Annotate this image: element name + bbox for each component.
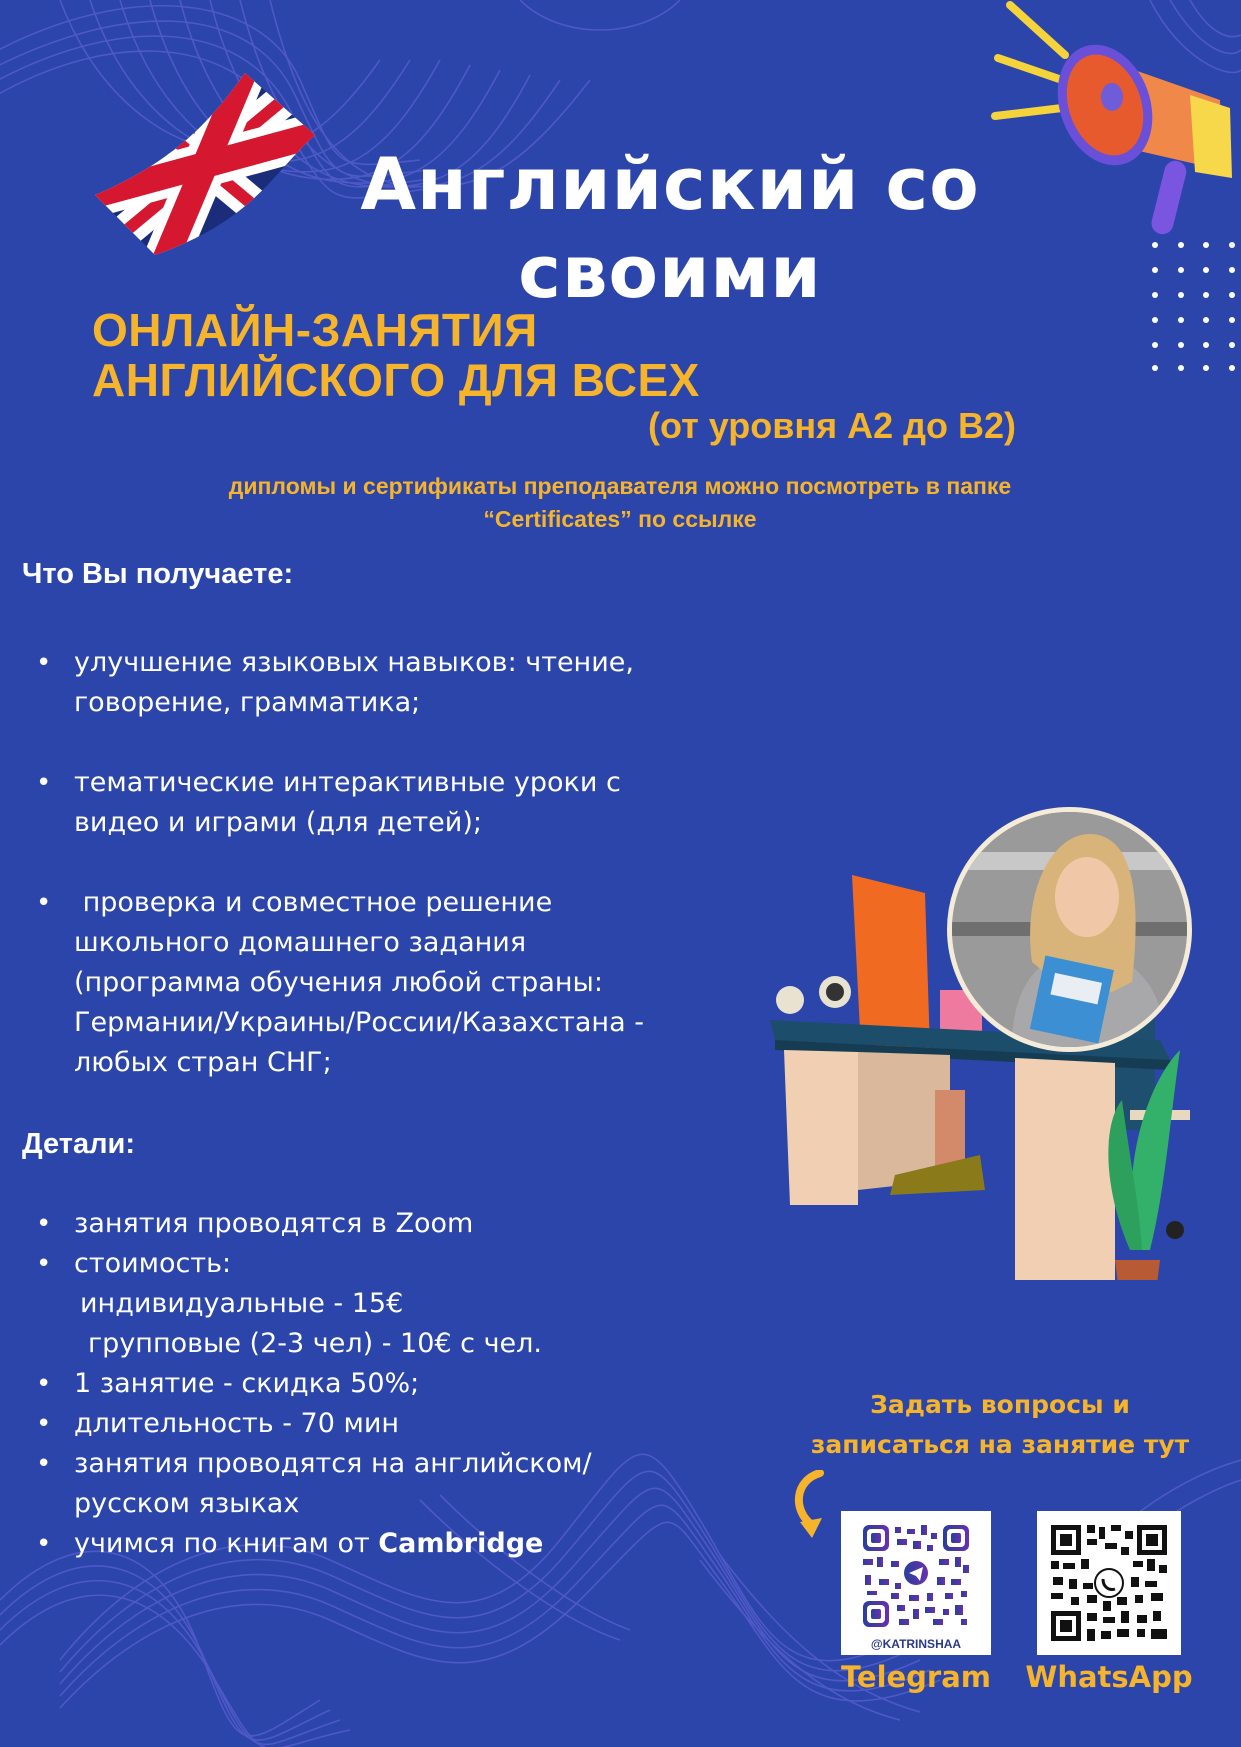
title-line-1: Английский со xyxy=(360,142,980,226)
whatsapp-qr-icon xyxy=(1047,1521,1171,1645)
curved-arrow-icon xyxy=(790,1470,830,1540)
subtitle xyxy=(92,305,700,405)
certificates-line-1: дипломы и сертификаты преподавателя можно посмотреть в папке xyxy=(228,473,1012,499)
telegram-qr-code[interactable] xyxy=(841,1511,991,1655)
level-range: (от уровня А2 до В2) xyxy=(648,405,1016,446)
bullet-icon: • xyxy=(36,1369,52,1399)
list-item: • занятия проводятся на английском/ русском языках xyxy=(30,1444,592,1524)
list-item: • занятия проводятся в Zoom xyxy=(30,1204,592,1244)
teacher-portrait-icon xyxy=(952,812,1187,1047)
bullet-icon: • xyxy=(36,1249,52,1279)
list-item: • учимся по книгам от Cambridge xyxy=(30,1524,592,1564)
list-item: • тематические интерактивные уроки с видео и играми (для детей); xyxy=(30,763,644,843)
list-item: • стоимость: индивидуальные - 15€ групповые (2-3 чел) - 10€ с чел. xyxy=(30,1244,592,1364)
subtitle-line-2: АНГЛИЙСКОГО ДЛЯ ВСЕХ xyxy=(92,354,700,406)
list-item: • длительность - 70 мин xyxy=(30,1404,592,1444)
cambridge-text: Cambridge xyxy=(378,1528,544,1559)
contact-cta xyxy=(770,1385,1230,1465)
list-item: • улучшение языковых навыков: чтение, говорение, грамматика; xyxy=(30,643,644,723)
megaphone-icon xyxy=(990,0,1241,245)
price-individual: индивидуальные - 15€ xyxy=(80,1288,404,1319)
telegram-qr-icon xyxy=(851,1521,981,1629)
bullet-icon: • xyxy=(36,888,52,918)
whatsapp-label[interactable]: WhatsApp xyxy=(1025,1660,1193,1694)
title-line-2: своими xyxy=(518,230,822,314)
subtitle-line-1: ОНЛАЙН-ЗАНЯТИЯ xyxy=(92,304,538,356)
telegram-handle: @KATRINSHAA xyxy=(870,1637,962,1651)
teacher-photo xyxy=(947,807,1192,1052)
list-item: • 1 занятие - скидка 50%; xyxy=(30,1364,592,1404)
bullet-icon: • xyxy=(36,1209,52,1239)
telegram-label[interactable]: Telegram xyxy=(840,1660,992,1694)
list-item: • проверка и совместное решение школьного домашнего задания (программа обучения любой страны: Германии/Украины/России/Казахстана - любых стран СНГ; xyxy=(30,883,644,1083)
certificates-link-text[interactable]: “Certificates” по ссылке xyxy=(483,506,757,532)
cta-line-2: записаться на занятие тут xyxy=(810,1430,1190,1459)
bullet-icon: • xyxy=(36,1449,52,1479)
details-heading: Детали: xyxy=(22,1128,135,1160)
bullet-icon: • xyxy=(36,768,52,798)
cta-line-1: Задать вопросы и xyxy=(870,1390,1130,1419)
page-title xyxy=(330,140,1010,316)
details-list xyxy=(30,1204,592,1564)
dot-grid-decoration xyxy=(1150,240,1241,375)
benefits-heading: Что Вы получаете: xyxy=(22,558,294,590)
whatsapp-qr-code[interactable] xyxy=(1037,1511,1181,1655)
price-group: групповые (2-3 чел) - 10€ с чел. xyxy=(88,1328,542,1359)
bullet-icon: • xyxy=(36,1409,52,1439)
uk-flag-icon xyxy=(95,70,315,260)
certificates-note xyxy=(130,470,1110,536)
bullet-icon: • xyxy=(36,648,52,678)
benefits-list xyxy=(30,643,644,1123)
bullet-icon: • xyxy=(36,1529,52,1559)
